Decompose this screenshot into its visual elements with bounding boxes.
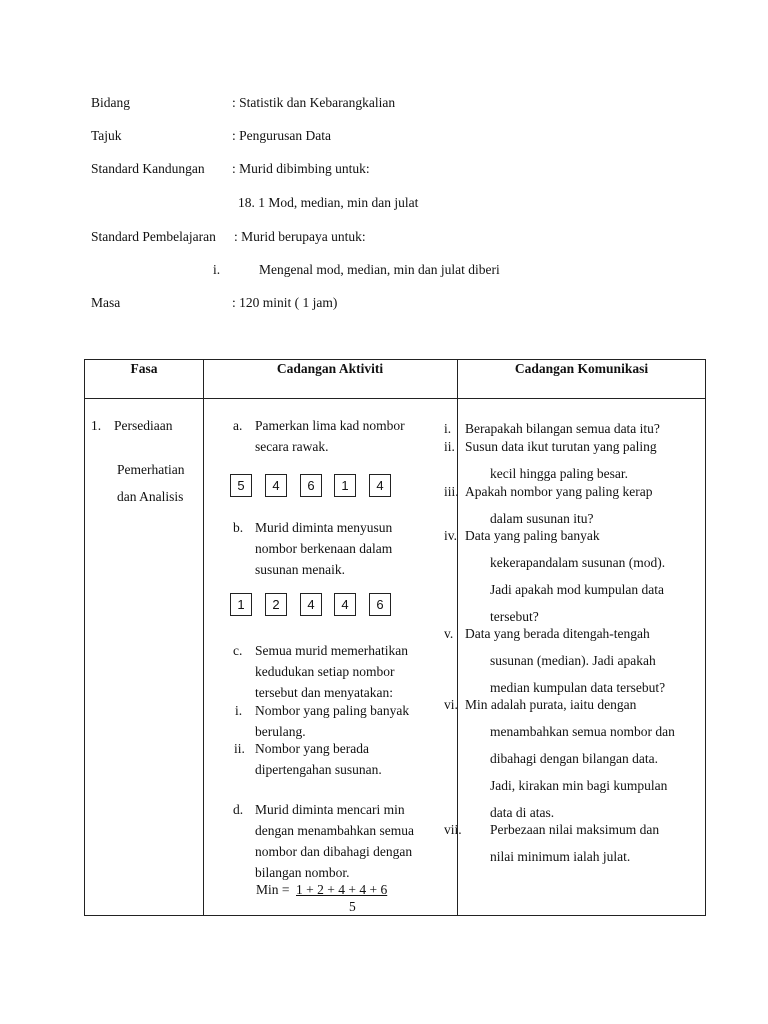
aktiviti-c-line2: kedudukan setiap nombor bbox=[255, 664, 395, 679]
komunikasi-line: Perbezaan nilai maksimum dan bbox=[490, 822, 660, 837]
aktiviti-c-i-line1: Nombor yang paling banyak bbox=[255, 703, 410, 718]
formula-denominator: 5 bbox=[349, 899, 356, 914]
table-header-divider bbox=[84, 398, 706, 399]
number-card: 5 bbox=[230, 474, 252, 497]
aktiviti-d-marker: d. bbox=[233, 802, 244, 817]
standard-kandungan-label: Standard Kandungan bbox=[91, 161, 205, 176]
komunikasi-line: nilai minimum ialah julat. bbox=[490, 849, 631, 864]
aktiviti-c-i-line2: berulang. bbox=[255, 724, 306, 739]
komunikasi-line: menambahkan semua nombor dan bbox=[490, 724, 675, 739]
aktiviti-c-ii-line2: dipertengahan susunan. bbox=[255, 762, 382, 777]
masa-value: : 120 minit ( 1 jam) bbox=[232, 295, 338, 310]
table-left-border bbox=[84, 359, 85, 916]
komunikasi-line: dibahagi dengan bilangan data. bbox=[490, 751, 658, 766]
number-card: 1 bbox=[334, 474, 356, 497]
komunikasi-line: tersebut? bbox=[490, 609, 539, 624]
column-header-komunikasi: Cadangan Komunikasi bbox=[514, 361, 649, 376]
fasa-sub1: Pemerhatian bbox=[117, 462, 185, 477]
aktiviti-c-ii-line1: Nombor yang berada bbox=[255, 741, 369, 756]
aktiviti-a-line2: secara rawak. bbox=[255, 439, 329, 454]
number-card: 4 bbox=[334, 593, 356, 616]
komunikasi-line: susunan (median). Jadi apakah bbox=[490, 653, 656, 668]
komunikasi-line: Data yang paling banyak bbox=[465, 528, 600, 543]
number-card: 2 bbox=[265, 593, 287, 616]
standard-pembelajaran-sub: Mengenal mod, median, min dan julat diberi bbox=[259, 262, 500, 277]
number-card: 6 bbox=[369, 593, 391, 616]
aktiviti-d-line4: bilangan nombor. bbox=[255, 865, 350, 880]
tajuk-value: : Pengurusan Data bbox=[232, 128, 331, 143]
standard-pembelajaran-value: : Murid berupaya untuk: bbox=[234, 229, 366, 244]
formula-prefix: Min = bbox=[256, 882, 290, 897]
number-card: 4 bbox=[300, 593, 322, 616]
komunikasi-line: data di atas. bbox=[490, 805, 555, 820]
standard-pembelajaran-sub-num: i. bbox=[213, 262, 221, 277]
aktiviti-a-line1: Pamerkan lima kad nombor bbox=[255, 418, 405, 433]
number-card: 1 bbox=[230, 593, 252, 616]
standard-pembelajaran-label: Standard Pembelajaran bbox=[91, 229, 216, 244]
komunikasi-line: Berapakah bilangan semua data itu? bbox=[465, 421, 660, 436]
column-header-aktiviti: Cadangan Aktiviti bbox=[276, 361, 384, 376]
komunikasi-line: median kumpulan data tersebut? bbox=[490, 680, 666, 695]
komunikasi-marker: ii. bbox=[444, 439, 455, 454]
standard-kandungan-sub: 18. 1 Mod, median, min dan julat bbox=[238, 195, 419, 210]
formula-numerator: 1 + 2 + 4 + 4 + 6 bbox=[296, 882, 388, 897]
komunikasi-line: Apakah nombor yang paling kerap bbox=[465, 484, 653, 499]
aktiviti-c-line3: tersebut dan menyatakan: bbox=[255, 685, 393, 700]
komunikasi-marker: iv. bbox=[444, 528, 457, 543]
komunikasi-line: Data yang berada ditengah-tengah bbox=[465, 626, 650, 641]
aktiviti-c-line1: Semua murid memerhatikan bbox=[255, 643, 408, 658]
aktiviti-b-line1: Murid diminta menyusun bbox=[255, 520, 393, 535]
komunikasi-marker: i. bbox=[444, 421, 452, 436]
komunikasi-line: kekerapandalam susunan (mod). bbox=[490, 555, 666, 570]
table-right-border bbox=[705, 359, 706, 916]
aktiviti-b-line3: susunan menaik. bbox=[255, 562, 345, 577]
number-card: 6 bbox=[300, 474, 322, 497]
komunikasi-marker: vi. bbox=[444, 697, 458, 712]
table-bottom-border bbox=[84, 915, 706, 916]
aktiviti-c-ii-marker: ii. bbox=[234, 741, 245, 756]
bidang-label: Bidang bbox=[91, 95, 130, 110]
fasa-sub2: dan Analisis bbox=[117, 489, 184, 504]
aktiviti-c-marker: c. bbox=[233, 643, 243, 658]
standard-kandungan-value: : Murid dibimbing untuk: bbox=[232, 161, 370, 176]
tajuk-label: Tajuk bbox=[91, 128, 122, 143]
masa-label: Masa bbox=[91, 295, 121, 310]
komunikasi-line: Jadi apakah mod kumpulan data bbox=[490, 582, 664, 597]
aktiviti-d-line3: nombor dan dibahagi dengan bbox=[255, 844, 413, 859]
table-top-border bbox=[84, 359, 706, 360]
komunikasi-line: Jadi, kirakan min bagi kumpulan bbox=[490, 778, 668, 793]
komunikasi-marker: v. bbox=[444, 626, 454, 641]
fasa-title: Persediaan bbox=[114, 418, 173, 433]
komunikasi-line: dalam susunan itu? bbox=[490, 511, 594, 526]
aktiviti-b-line2: nombor berkenaan dalam bbox=[255, 541, 393, 556]
bidang-value: : Statistik dan Kebarangkalian bbox=[232, 95, 396, 110]
komunikasi-line: Susun data ikut turutan yang paling bbox=[465, 439, 657, 454]
aktiviti-a-marker: a. bbox=[233, 418, 243, 433]
number-card: 4 bbox=[369, 474, 391, 497]
aktiviti-d-line1: Murid diminta mencari min bbox=[255, 802, 405, 817]
aktiviti-c-i-marker: i. bbox=[235, 703, 243, 718]
komunikasi-marker: iii. bbox=[444, 484, 459, 499]
aktiviti-d-line2: dengan menambahkan semua bbox=[255, 823, 414, 838]
komunikasi-line: kecil hingga paling besar. bbox=[490, 466, 628, 481]
column-header-fasa: Fasa bbox=[130, 361, 158, 376]
komunikasi-marker: vii. bbox=[444, 822, 462, 837]
komunikasi-line: Min adalah purata, iaitu dengan bbox=[465, 697, 637, 712]
table-col-divider-1 bbox=[203, 359, 204, 916]
aktiviti-b-marker: b. bbox=[233, 520, 244, 535]
fasa-number: 1. bbox=[91, 418, 102, 433]
number-card: 4 bbox=[265, 474, 287, 497]
